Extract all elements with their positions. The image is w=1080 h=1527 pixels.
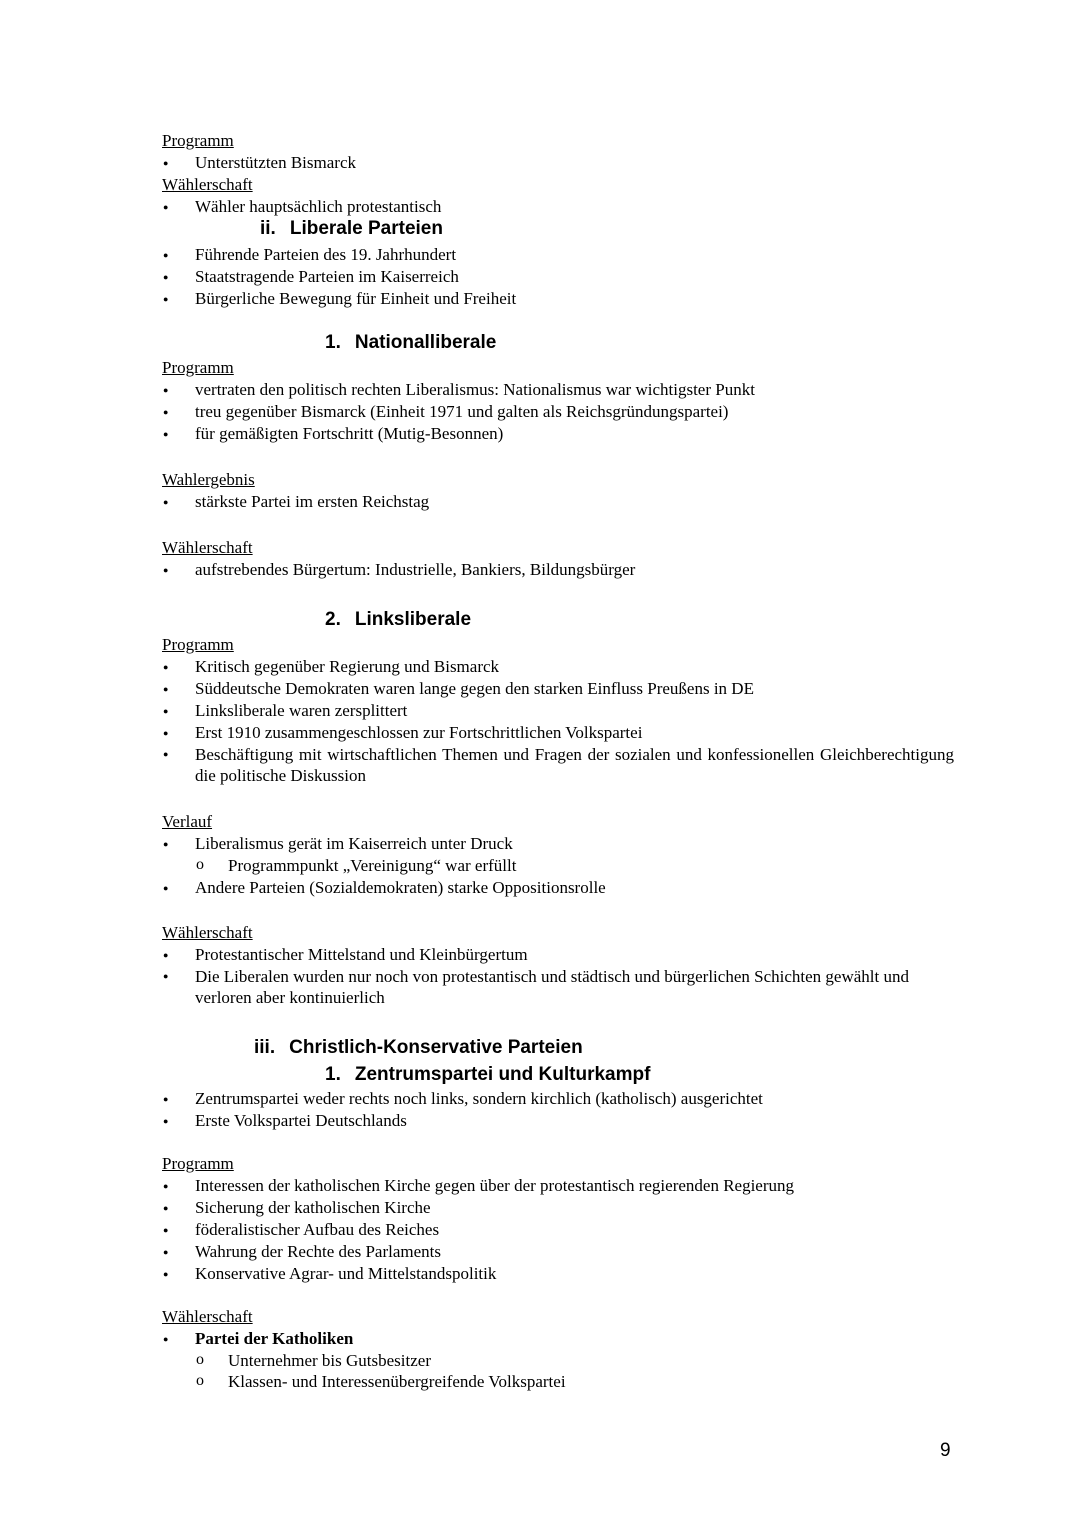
list-item: ● Liberalismus gerät im Kaiserreich unter Druck (162, 833, 954, 855)
list-item: ● Süddeutsche Demokraten waren lange gegen den starken Einfluss Preußens in DE (162, 678, 954, 700)
section-heading-zentrum (325, 1064, 650, 1086)
section-number: iii. (254, 1037, 276, 1058)
voters-heading: Wählerschaft (162, 538, 253, 557)
nationalliberale-voters (162, 537, 954, 581)
program-heading: Programm (162, 1154, 234, 1173)
page-number: 9 (940, 1440, 951, 1461)
linksliberale-voters (162, 922, 954, 1008)
section-number: 2. (325, 609, 341, 630)
list-item: ● stärkste Partei im ersten Reichstag (162, 491, 954, 513)
section-number: 1. (325, 332, 341, 353)
list-item: ● Wahrung der Rechte des Parlaments (162, 1241, 954, 1263)
list-item: ● Protestantischer Mittelstand und Kleinbürgertum (162, 944, 954, 966)
list-item: ● für gemäßigten Fortschritt (Mutig-Besonnen) (162, 423, 954, 445)
section-heading-nationalliberale (325, 332, 496, 354)
list-item: ● Zentrumspartei weder rechts noch links, sondern kirchlich (katholisch) ausgerichtet (162, 1088, 954, 1110)
linksliberale-course (162, 811, 954, 899)
list-item: ● Linksliberale waren zersplittert (162, 700, 954, 722)
list-item: ● Staatstragende Parteien im Kaiserreich (162, 266, 954, 288)
list-item: ● föderalistischer Aufbau des Reiches (162, 1219, 954, 1241)
list-item: ● Kritisch gegenüber Regierung und Bismarck (162, 656, 954, 678)
section-title: Nationalliberale (354, 332, 497, 353)
list-item: ● Erst 1910 zusammengeschlossen zur Fortschrittlichen Volkspartei (162, 722, 954, 744)
list-item: ● Konservative Agrar- und Mittelstandspolitik (162, 1263, 954, 1285)
section-number: 1. (325, 1064, 341, 1085)
zentrum-voters (162, 1306, 954, 1392)
top-section (162, 130, 954, 218)
sub-list-item: o Unternehmer bis Gutsbesitzer (162, 1350, 954, 1371)
nationalliberale-program (162, 357, 954, 445)
list-item: ● Die Liberalen wurden nur noch von protestantisch und städtisch und bürgerlichen Schichten gewählt und verloren aber kontinuierlich (162, 966, 954, 1008)
sub-list-item: o Programmpunkt „Vereinigung“ war erfüllt (162, 855, 954, 877)
list-item: ● Sicherung der katholischen Kirche (162, 1197, 954, 1219)
section-number: ii. (260, 218, 276, 239)
list-item: ● Bürgerliche Bewegung für Einheit und Freiheit (162, 288, 954, 310)
section-title: Zentrumspartei und Kulturkampf (354, 1064, 651, 1085)
voters-heading: Wählerschaft (162, 1307, 253, 1326)
zentrum-intro (162, 1088, 954, 1132)
sub-list-item: o Klassen- und Interessenübergreifende Volkspartei (162, 1371, 954, 1392)
list-item: ● Andere Parteien (Sozialdemokraten) starke Oppositionsrolle (162, 877, 954, 899)
list-item: ● Erste Volkspartei Deutschlands (162, 1110, 954, 1132)
course-heading: Verlauf (162, 812, 213, 831)
program-heading: Programm (162, 358, 234, 377)
list-item: ● Wähler hauptsächlich protestantisch (162, 196, 954, 218)
list-item: ● aufstrebendes Bürgertum: Industrielle, Bankiers, Bildungsbürger (162, 559, 954, 581)
zentrum-program (162, 1153, 954, 1285)
section-title: Christlich-Konservative Parteien (289, 1037, 583, 1058)
liberale-list (162, 244, 954, 310)
list-item: ● vertraten den politisch rechten Liberalismus: Nationalismus war wichtigster Punkt (162, 379, 954, 401)
list-item: ● Interessen der katholischen Kirche gegen über der protestantisch regierenden Regierung (162, 1175, 954, 1197)
list-item: ● Führende Parteien des 19. Jahrhundert (162, 244, 954, 266)
result-heading: Wahlergebnis (162, 470, 255, 489)
list-item: ● treu gegenüber Bismarck (Einheit 1971 und galten als Reichsgründungspartei) (162, 401, 954, 423)
section-heading-christlich (254, 1037, 583, 1059)
list-item: ● Beschäftigung mit wirtschaftlichen Themen und Fragen der sozialen und konfessionellen Gleichberechtigung die politische Diskussion (162, 744, 954, 786)
section-heading-linksliberale (325, 609, 471, 631)
list-item: ● Partei der Katholiken (162, 1328, 954, 1350)
list-item: ● Unterstützten Bismarck (162, 152, 954, 174)
voters-heading: Wählerschaft (162, 175, 253, 194)
program-heading: Programm (162, 131, 234, 150)
section-title: Linksliberale (354, 609, 472, 630)
program-heading: Programm (162, 635, 234, 654)
section-title: Liberale Parteien (289, 218, 443, 239)
section-heading-liberale (260, 218, 443, 240)
nationalliberale-result (162, 469, 954, 513)
voters-heading: Wählerschaft (162, 923, 253, 942)
linksliberale-program (162, 634, 954, 786)
